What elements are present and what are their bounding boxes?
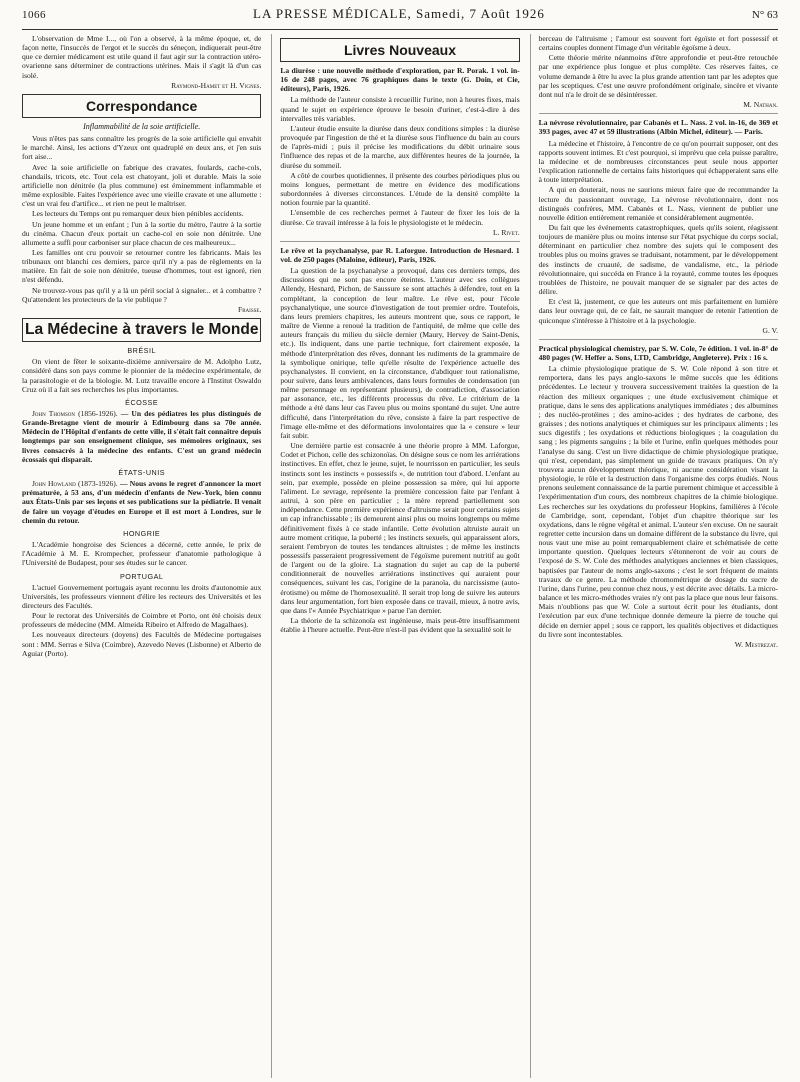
divider	[539, 113, 778, 114]
book-paragraph: L'ensemble de ces recherches permet à l'auteur de fixer les lois de la diurèse. Ce travail intéresse à la fois le physiologiste et le médecin.	[280, 208, 520, 227]
divider	[280, 241, 519, 242]
continued-signature: M. Nathan.	[743, 100, 778, 110]
ecosse-name: John Thomson (1856-1926).	[32, 409, 118, 418]
corr-paragraph: Les familles ont cru pouvoir se retourner contre les fabricants. Mais les tribunaux ont blanchi ces derniers, parce qu'il n'y a pas de règlements en la matière. En fait de soie non dénitrée, tueuse d'hommes, tout est ignoré, rien n'est défendu.	[22, 247, 262, 285]
issue-number: N° 63	[751, 9, 778, 21]
book-heading	[280, 66, 519, 93]
continued-paragraph: berceau de l'altruisme ; l'amour est souvent fort égoïste et fort possessif et certains couples donnent l'image d'un véritable égoïsme à deux.	[538, 34, 778, 53]
book-paragraph: A côté de courbes quotidiennes, il présente des courbes périodiques plus ou moins longues, permettant de mettre en évidence des modifications subordonnées à diverses circonstances. L'étude de la densité complète la notion fournie par la quantité.	[280, 170, 520, 208]
book-paragraph: La question de la psychanalyse a provoqué, dans ces derniers temps, des discussions qui ne sont pas encore éteintes. L'auteur avec ses collègues Allendy, Hesnard, Pichon, de Saussure se sont attachés à défendre, tout en la complétant, la conception de leur maître. Le rêve est, pour l'école psychanalytique, une source d'investigation de tout premier ordre. Toutefois, dans leurs premiers chapitres, les auteurs montrent que, sous ce rapport, le maître de Vienne a renoué la tradition de l'antiquité, de même que celle des auteurs français du milieu du siècle dernier (Maury, Hervey de Saint-Denis, etc.). Ils indiquent, dans une partie technique, fort clairement exposée, la méthode d'interprétation des rêves, donnant les rudiments de la grammaire de la symbolique onirique, telle qu'elle résulte de l'expérience actuelle des psychanalystes. Il convient, en la circonstance, d'abdiquer tout rationalisme, pour suivre, dans leurs ambivalences, dans leurs formules de condensation (un même personnage en représentant plusieurs), de contradiction, d'association par assonance, etc., les différents processus du rêve. Le critérium de la méthode a été dans leur cas l'aveu plus ou moins spontané du sujet. Une autre difficulté, dans l'interprétation du rêve, consiste à faire la part respective de l'image elle-même et des déformations involontaires que la « censure » leur fait subir.	[280, 266, 520, 440]
book-entry	[280, 66, 519, 237]
book-signature: G. V.	[762, 325, 778, 335]
column-middle	[271, 34, 519, 1078]
corr-paragraph: Vous n'êtes pas sans connaître les progrès de la soie artificielle qui envahit le marché. Ainsi, les actions d'Yzeux ont quadruplé en deux ans, et j'en suis fort aise...	[22, 134, 262, 162]
ecosse-text: — Un des pédiatres les plus distingués de Grande-Bretagne vient de mourir à Edimbourg dans sa 70e année. Médecin de l'Hôpital d'enfants de cette ville, il s'était fait connaître depuis longtemps par son enseignement clinique, ses mémoires originaux, ses livres consacrés à la médecine des enfants. C'est un grand médecin écossais qui disparaît.	[22, 409, 262, 464]
book-paragraph: La médecine et l'histoire, à l'encontre de ce qu'on pourrait supposer, ont des rapports souvent intimes. Et c'est pourquoi, si imprévu que cela puisse paraître, la médecine et de nombreuses circonstances peut seule nous apporter l'explication rationnelle de certains faits historiques qui échapperaient sans elle à toute interprétation.	[538, 138, 778, 185]
intro-paragraph: L'observation de Mme I..., où l'on a observé, à la même époque, et, de façon nette, l'insuccès de l'ergot et le succès du séneçon, indiquerait peut-être que ce dernier médicament est utile quand il faut agir sur la contraction utéro-ovarienne sans déterminer de contractions utérines. Mais il s'agit là d'un cas isolé.	[22, 34, 262, 80]
book-heading-text: Le rêve et la psychanalyse, par R. Laforgue. Introduction de Hesnard. 1 vol. de 250 pages (Maloine, éditeur), Paris, 1926.	[280, 245, 520, 264]
usa-text: — Nous avons le regret d'annoncer la mort prématurée, à 53 ans, d'un médecin d'enfants de New-York, bien connu aux États-Unis par ses leçons et ses publications sur la pédiatrie. Il venait de faire un voyage d'études en Europe et il est mort à Londres, sur le chemin du retour.	[22, 479, 262, 525]
book-entry	[539, 344, 778, 649]
divider	[539, 339, 778, 340]
book-heading-text: La névrose révolutionnaire, par Cabanès et L. Nass. 2 vol. in-16, de 369 et 393 pages, avec 47 et 59 illustrations (Albin Michel, éditeur). — Paris.	[538, 118, 778, 137]
book-paragraph: La chimie physiologique pratique de S. W. Cole répond à son titre et remportera, dans les pays anglo-saxons le même succès que les éditions précédentes. Le lecteur y trouvera successivement traitées la question de la réaction des milieux organiques ; une étude exclusivement chimique et pratique, dans le sens des applications analytiques immédiates ; des albumines ; des nucléo-protéines ; des amino-acides ; des hydrates de carbone, des graisses ; des notions analytiques et chimiques sur les principaux aliments ; les sucs digestifs ; les oxydations et réductions biologiques ; la coagulation du sang ; les pigments sanguins ; la bile et l'urine, enfin quelques méthodes pour l'analyse du sang. C'est un livre didactique de chimie physiologique pratique, qui n'est, cependant, pas simplement un guide de travaux pratiques. On n'y trouvera aucun développement théorique, ni aucune considération visant la physiologie, le rôle et la destruction dans l'organisme des corps étudiés. Nous prenons seulement connaissance de la partie purement chimique et accessible à l'expérimentation d'un cours, des nombreux chapitres de la chimie biologique. Les recherches sur les oxydations du professeur Hopkins, familières à l'école de Cambridge, sont, cependant, l'objet d'un chapitre théorique sur les oxydations, dans le règne végétal et animal. L'auteur s'en excuse. On ne saurait regretter cette incursion dans un domaine différent de la substance du livre, qui nous vaut une mise au point remarquablement claire et schématisée de cette importante question. Quelques lecteurs s'étonneront de voir au cours de l'exposé de S. W. Cole des méthodes analytiques anciennes et bien classiques, baptisées par l'auteur de noms anglo-saxons ; c'est le sort fréquent de maints travaux de ce genre. La méthode chromométrique de dosage du sucre de l'urine, dans l'urine, peu connue chez nous, y est décrite avec détails. La micro-balance et les micro-méthodes vraies n'y ont pas la place que nous leur faisons. Mais n'oublions pas que W. Cole a surtout écrit pour les étudiants, dont l'exécution par eux d'une technique donnée demeure la pierre de touche qui décide en dernier appel ; sous ce rapport, les qualités objectives et didactiques du livre sont incontestables.	[538, 364, 778, 639]
correspondance-title: Correspondance	[86, 97, 198, 114]
usa-paragraph	[22, 479, 261, 525]
book-heading	[280, 246, 519, 264]
column-right	[530, 34, 778, 1078]
book-paragraph: Et c'est là, justement, ce que les auteurs ont mis parfaitement en lumière dans leur ouvrage qui, de ce fait, ne saurait manquer de retenir l'attention de quiconque s'intéresse à l'histoire et à la psychologie.	[538, 297, 778, 325]
portugal-paragraph: Les nouveaux directeurs (doyens) des Facultés de Médecine portugaises sont : MM. Serras e Silva (Coimbre), Azevedo Neves (Lisbonne) et Alberto de Aguiar (Porto).	[22, 630, 262, 658]
country-label-hongrie: HONGRIE	[123, 528, 161, 538]
columns	[22, 34, 778, 1078]
intro-signature: Raymond-Hamet et H. Vignes.	[171, 80, 262, 90]
corr-paragraph: Ne trouvez-vous pas qu'il y a là un péril social à signaler... et à combattre ? Qu'attendent les protecteurs de la vie publique ?	[22, 285, 262, 304]
book-entry	[280, 246, 519, 635]
country-label-usa: ÉTATS-UNIS	[118, 467, 165, 477]
continued-paragraph: Cette théorie mérite néanmoins d'être approfondie et peut-être retouchée par une expérience plus longue et plus complète. Ces réserves faites, ce volume demande à être lu avec la plus grande attention tant par les adeptes que par les sceptiques. C'est une œuvre profondément originale, sincère et vivante dont nul n'a le droit de se désintéresser.	[538, 53, 778, 99]
book-paragraph: La méthode de l'auteur consiste à recueillir l'urine, non à heures fixes, mais quand le sujet en expérience éprouve le besoin d'uriner, c'est-à-dire à des intervalles très variables.	[280, 95, 520, 123]
medecine-title: La Médecine à travers le Monde	[25, 321, 259, 339]
book-heading	[539, 118, 778, 136]
book-paragraph: L'auteur étudie ensuite la diurèse dans deux conditions simples : la diurèse provoquée par l'ingestion de thé et la diurèse sous l'influence du bain au cours de l'après-midi ; puis il précise les modifications du débit urinaire sous l'influence des repas et de la marche, aux différentes heures de la journée, la diurèse du sommeil.	[280, 123, 520, 170]
portugal-paragraph: L'actuel Gouvernement portugais ayant reconnu les droits d'autonomie aux Universités, les professeurs viennent d'élire les recteurs des Universités et les directeurs des Facultés.	[22, 582, 262, 610]
medecine-heading-box	[22, 318, 261, 342]
hongrie-paragraph: L'Académie hongroise des Sciences a décerné, cette année, le prix de l'Académie à M. E. Krompecher, professeur d'anatomie pathologique à l'Université de Budapest, pour ses études sur le cancer.	[22, 540, 262, 568]
book-paragraph: Une dernière partie est consacrée à une théorie propre à MM. Laforgue, Codet et Pichon, celle des schizonoïas. On désigne sous ce nom les arriérations instinctives. En effet, chez le jeune, sujet, le nourrisson en particulier, les seuls instincts sont les instincts « possessifs », de nutrition tout d'abord. L'enfant au sein, par exemple, possède en pleine possession sa mère, qui lui apporte l'aliment. Le sevrage, représente la première concession faite par l'enfant à autrui, à son père en particulier ; la mère reprend partiellement son indépendance. Cette première expérience d'altruisme serait pour certains sujets un cap infranchissable ; ils demeurent ainsi plus ou moins longtemps ou même définitivement fixés à ce stade infantile. Cette évolution altruiste aurait un autre moment critique, la puberté ; les instincts sexuels, qui apparaissent alors, seraient l'embryon de toutes les tendances altruistes ; de même les instincts possessifs passeraient progressivement de l'égoïsme purement nutritif au goût de l'argent ou de la gloire. La stagnation du sujet au cap de la puberté conditionnerait de nouvelles arriérations instinctives qui auraient pour conséquences, suivant les cas, l'origine de la paranoïa, du narcissisme (auto-érotisme) ou même de l'homosexualité. Il serait trop long de suivre les auteurs dans leur argumentation, fort bien exposée dans ce travail, mieux, à notre avis, que dans l'« Année Psychiatrique » parue l'an dernier.	[280, 441, 520, 615]
book-entry	[539, 118, 778, 335]
page-header	[22, 0, 778, 30]
country-label-bresil: BRÉSIL	[127, 346, 156, 356]
livres-title: Livres Nouveaux	[343, 42, 457, 58]
book-paragraph: Du fait que les événements catastrophiques, quels qu'ils soient, réagissent toujours de manière plus ou moins intense sur l'état psychique du corps social, déterminant en particulier chez nombre des sujets qui le composent des troubles plus ou moins graves se traduisant, notamment, par le développement des instincts de cruauté, de sadisme, de vandalisme, etc., la période révolutionnaire, qui succéda en France à la royauté, comme toutes les époques troublées de l'histoire, ne pouvait manquer de se signaler par des actes de délire.	[538, 222, 778, 297]
book-heading-text: La diurèse : une nouvelle méthode d'exploration, par R. Porak. 1 vol. in-16 de 248 pages, avec 76 graphiques dans le texte (G. Doin, et Cie, éditeurs), Paris, 1926.	[280, 66, 520, 94]
book-heading	[539, 344, 778, 362]
livres-heading-box	[280, 38, 519, 62]
book-paragraph: A qui en douterait, nous ne saurions mieux faire que de recommander la lecture du passionnant ouvrage, La névrose révolutionnaire, dont nos distingués confrères, MM. Cabanès et L. Nass, viennent de publier une nouvelle édition entièrement remaniée et considérablement augmentée.	[538, 185, 778, 222]
usa-name: John Howland (1873-1926).	[32, 479, 118, 489]
book-signature: W. Mestrezat.	[734, 639, 778, 649]
correspondance-subtitle: Inflammabilité de la soie artificielle.	[83, 121, 201, 131]
book-heading-text: Practical physiological chemistry, par S. W. Cole, 7e édition. 1 vol. in-8° de 480 pages (W. Heffer a. Sons, LTD, Cambridge, Angleterre). Prix : 16 s.	[538, 343, 778, 362]
country-label-ecosse: ÉCOSSE	[125, 397, 159, 407]
page-number: 1066	[22, 9, 46, 21]
book-paragraph: La théorie de la schizonoïa est ingénieuse, mais peut-être insuffisamment établie à l'heure actuelle. Peut-être n'est-il pas évident que la sexualité soit le	[280, 616, 520, 635]
corr-signature: Fraisse.	[238, 304, 262, 314]
country-label-portugal: PORTUGAL	[119, 571, 164, 581]
newspaper-title: LA PRESSE MÉDICALE, Samedi, 7 Août 1926	[253, 6, 545, 21]
corr-paragraph: Les lecteurs du Temps ont pu remarquer deux bien pénibles accidents.	[32, 209, 244, 219]
corr-paragraph: Un jeune homme et un enfant ; l'un à la sortie du métro, l'autre à la sortie du cinéma. Chacun d'eux portait un cache-col en soie non dénitrée. Une allumette a suffi pour carboniser sur place chacun de ces malheureux...	[22, 219, 262, 247]
portugal-paragraph: Pour le rectorat des Universités de Coimbre et Porto, ont été choisis deux professeurs de médecine (MM. Almeida Ribeiro et Alfredo de Magalhaes).	[22, 611, 262, 630]
column-left	[22, 34, 261, 1078]
corr-paragraph: Avec la soie artificielle on fabrique des cravates, foulards, cache-cols, chandails, tricots, etc. Tout cela est chatoyant, joli et durable. Mais la soie artificielle non dénitrée (la plus commune) est éminemment inflammable et même explosible. Faites l'expérience avec une vieille cravate et une allumette : c'est un vrai feu d'artifice... et rien ne peut le maîtriser.	[22, 162, 262, 209]
ecosse-paragraph	[22, 409, 261, 464]
book-signature: L. Rivet.	[492, 227, 520, 237]
correspondance-heading-box	[22, 94, 261, 118]
bresil-paragraph: On vient de fêter le soixante-dixième anniversaire de M. Adolpho Lutz, considéré dans son pays comme le pionnier de la médecine expérimentale, de la parasitologie et de la biologie. M. Lutz travaille encore à l'Institut Oswaldo Cruz où il a fait ses recherches les plus importantes.	[22, 357, 262, 394]
